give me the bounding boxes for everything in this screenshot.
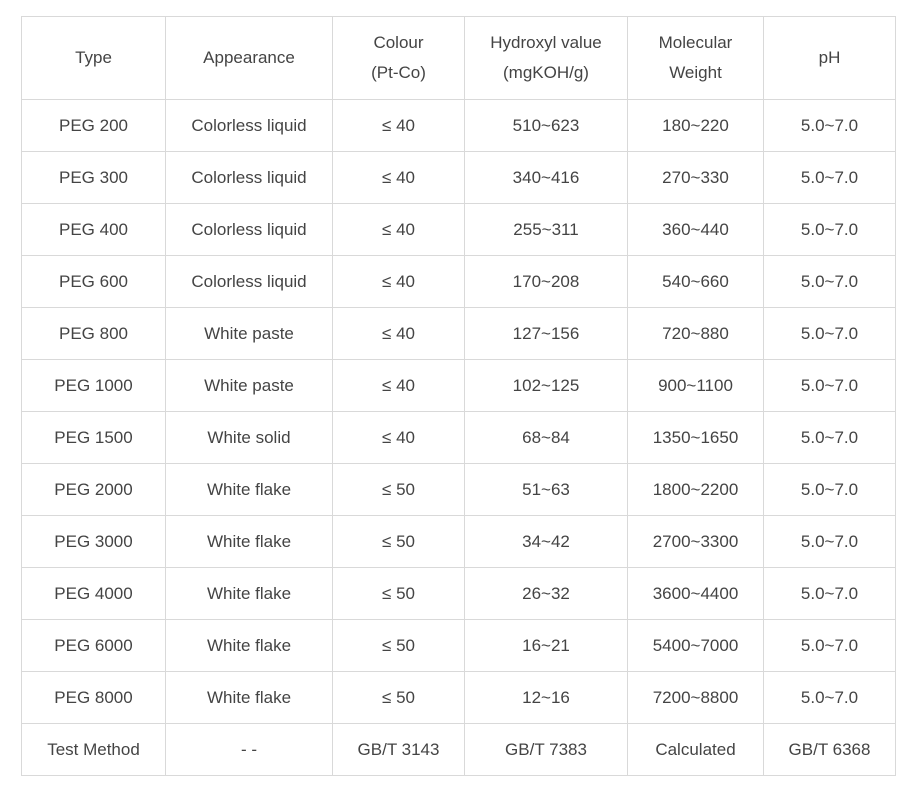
table-row (22, 100, 896, 152)
header-colour-label: Colour (373, 33, 424, 52)
cell-ph-method: GB/T 6368 (764, 724, 896, 776)
cell-molecular-weight-method: Calculated (628, 724, 764, 776)
table-row (22, 672, 896, 724)
cell-appearance: White flake (166, 672, 333, 724)
cell-molecular-weight: 1800~2200 (628, 464, 764, 516)
cell-colour: ≤ 40 (333, 360, 465, 412)
cell-hydroxyl-value: 51~63 (465, 464, 628, 516)
table-row (22, 412, 896, 464)
header-weight-label: Weight (669, 63, 722, 82)
cell-type: PEG 1000 (22, 360, 166, 412)
cell-colour: ≤ 40 (333, 256, 465, 308)
cell-ph: 5.0~7.0 (764, 360, 896, 412)
cell-type: PEG 6000 (22, 620, 166, 672)
cell-type: PEG 1500 (22, 412, 166, 464)
cell-molecular-weight: 180~220 (628, 100, 764, 152)
cell-molecular-weight: 1350~1650 (628, 412, 764, 464)
cell-hydroxyl-value: 12~16 (465, 672, 628, 724)
cell-type: PEG 8000 (22, 672, 166, 724)
cell-ph: 5.0~7.0 (764, 464, 896, 516)
cell-appearance: White flake (166, 464, 333, 516)
cell-appearance: Colorless liquid (166, 152, 333, 204)
header-appearance-label: Appearance (203, 48, 295, 67)
cell-type: PEG 300 (22, 152, 166, 204)
cell-hydroxyl-value: 34~42 (465, 516, 628, 568)
cell-molecular-weight: 270~330 (628, 152, 764, 204)
cell-hydroxyl-value: 510~623 (465, 100, 628, 152)
table-row (22, 256, 896, 308)
cell-ph: 5.0~7.0 (764, 620, 896, 672)
cell-hydroxyl-value: 127~156 (465, 308, 628, 360)
cell-ph: 5.0~7.0 (764, 100, 896, 152)
table-body (22, 100, 896, 776)
cell-colour: ≤ 40 (333, 204, 465, 256)
cell-colour-method: GB/T 3143 (333, 724, 465, 776)
cell-molecular-weight: 900~1100 (628, 360, 764, 412)
cell-appearance: White solid (166, 412, 333, 464)
cell-colour: ≤ 50 (333, 620, 465, 672)
header-hydroxyl-unit: (mgKOH/g) (503, 63, 589, 82)
cell-ph: 5.0~7.0 (764, 308, 896, 360)
header-type-label: Type (75, 48, 112, 67)
cell-hydroxyl-method: GB/T 7383 (465, 724, 628, 776)
cell-appearance: Colorless liquid (166, 256, 333, 308)
header-appearance (166, 17, 333, 100)
cell-molecular-weight: 360~440 (628, 204, 764, 256)
cell-colour: ≤ 40 (333, 100, 465, 152)
cell-type: PEG 400 (22, 204, 166, 256)
cell-hydroxyl-value: 170~208 (465, 256, 628, 308)
cell-appearance: White paste (166, 308, 333, 360)
cell-colour: ≤ 50 (333, 516, 465, 568)
cell-test-method-label: Test Method (22, 724, 166, 776)
table-row (22, 360, 896, 412)
cell-molecular-weight: 720~880 (628, 308, 764, 360)
cell-appearance: White flake (166, 516, 333, 568)
header-colour-unit: (Pt-Co) (371, 63, 426, 82)
cell-hydroxyl-value: 16~21 (465, 620, 628, 672)
cell-hydroxyl-value: 102~125 (465, 360, 628, 412)
header-colour (333, 17, 465, 100)
header-ph (764, 17, 896, 100)
cell-appearance: Colorless liquid (166, 100, 333, 152)
table-row (22, 308, 896, 360)
cell-hydroxyl-value: 26~32 (465, 568, 628, 620)
cell-molecular-weight: 540~660 (628, 256, 764, 308)
cell-colour: ≤ 40 (333, 412, 465, 464)
cell-ph: 5.0~7.0 (764, 256, 896, 308)
cell-hydroxyl-value: 68~84 (465, 412, 628, 464)
header-molecular-weight (628, 17, 764, 100)
cell-colour: ≤ 50 (333, 464, 465, 516)
spec-table-container (21, 16, 896, 776)
table-row (22, 516, 896, 568)
cell-ph: 5.0~7.0 (764, 152, 896, 204)
test-method-row (22, 724, 896, 776)
cell-type: PEG 600 (22, 256, 166, 308)
cell-colour: ≤ 50 (333, 568, 465, 620)
cell-ph: 5.0~7.0 (764, 568, 896, 620)
header-type (22, 17, 166, 100)
cell-molecular-weight: 2700~3300 (628, 516, 764, 568)
cell-hydroxyl-value: 255~311 (465, 204, 628, 256)
header-hydroxyl-label: Hydroxyl value (490, 33, 602, 52)
header-row (22, 17, 896, 100)
cell-molecular-weight: 5400~7000 (628, 620, 764, 672)
peg-spec-table (21, 16, 896, 776)
cell-appearance: White paste (166, 360, 333, 412)
cell-ph: 5.0~7.0 (764, 672, 896, 724)
cell-ph: 5.0~7.0 (764, 412, 896, 464)
cell-appearance: Colorless liquid (166, 204, 333, 256)
cell-molecular-weight: 7200~8800 (628, 672, 764, 724)
table-row (22, 204, 896, 256)
cell-appearance-method: - - (166, 724, 333, 776)
table-header (22, 17, 896, 100)
header-ph-label: pH (818, 48, 841, 67)
table-row (22, 464, 896, 516)
cell-type: PEG 800 (22, 308, 166, 360)
cell-colour: ≤ 40 (333, 308, 465, 360)
cell-type: PEG 3000 (22, 516, 166, 568)
cell-type: PEG 4000 (22, 568, 166, 620)
header-molecular-label: Molecular (658, 33, 733, 52)
header-hydroxyl-value (465, 17, 628, 100)
cell-ph: 5.0~7.0 (764, 516, 896, 568)
cell-colour: ≤ 40 (333, 152, 465, 204)
cell-ph: 5.0~7.0 (764, 204, 896, 256)
cell-type: PEG 2000 (22, 464, 166, 516)
table-row (22, 568, 896, 620)
cell-colour: ≤ 50 (333, 672, 465, 724)
table-row (22, 152, 896, 204)
cell-hydroxyl-value: 340~416 (465, 152, 628, 204)
table-row (22, 620, 896, 672)
cell-appearance: White flake (166, 620, 333, 672)
cell-type: PEG 200 (22, 100, 166, 152)
cell-appearance: White flake (166, 568, 333, 620)
cell-molecular-weight: 3600~4400 (628, 568, 764, 620)
